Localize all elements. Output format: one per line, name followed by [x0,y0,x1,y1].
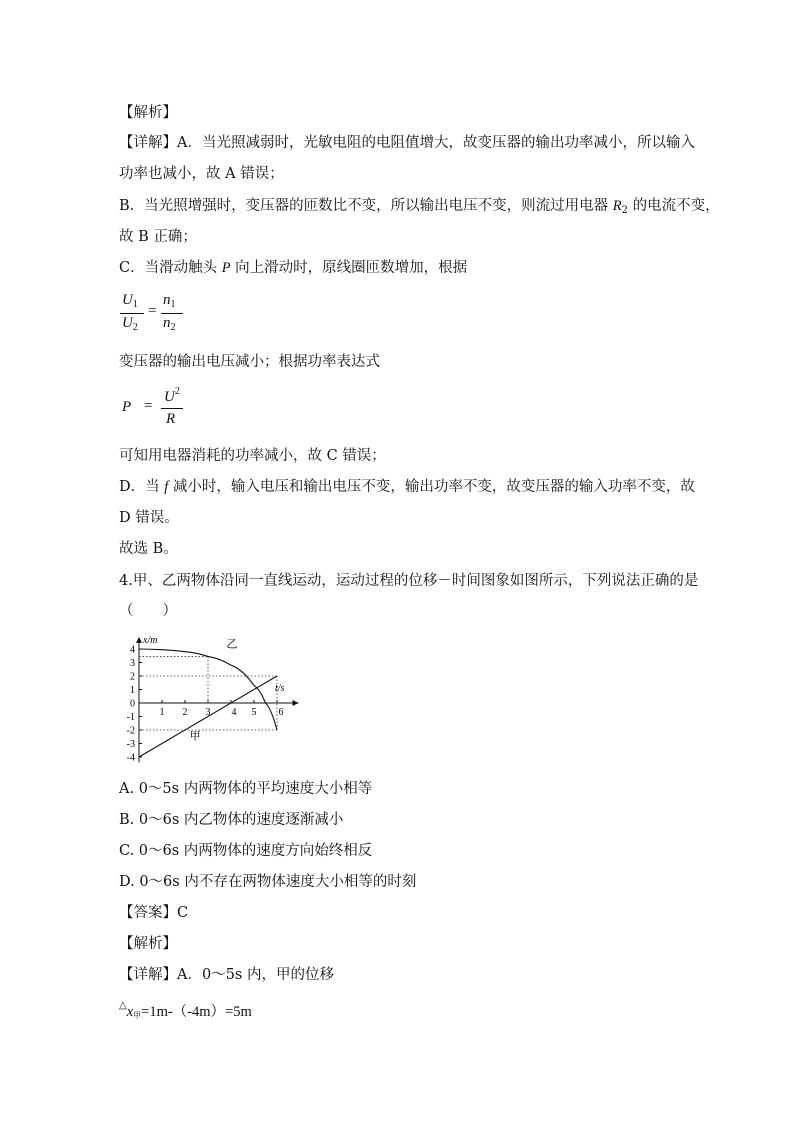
option-d-text-a: D．当 [119,479,165,495]
eq-subscript: 甲 [133,1011,142,1020]
symbol-f: f [164,479,169,495]
option-c-text-b: 向上滑动时，原线圈匝数增加，根据 [230,260,468,276]
option-d-explanation-line2: D 错误。 [119,510,179,526]
formula-p: P [122,399,132,415]
option-a-explanation-line2: 功率也减小，故 A 错误； [119,166,284,182]
formula-n1: $n_1$ [163,292,176,310]
option-c-explanation-line1 [119,258,467,278]
y-tick-label: -4 [126,752,135,764]
power-formula [120,386,200,432]
option-a-text: A．当光照减弱时，光敏电阻的电阻值增大，故变压器的输出功率减小，所以输入 [177,135,695,151]
detail-label: 【详解】 [119,135,177,151]
fraction-bar [161,408,183,409]
fraction-bar [120,313,144,314]
x-axis-arrow [293,700,299,706]
y-tick-label: 1 [130,685,135,696]
answer-line: 【答案】C [119,905,189,921]
eq-x: x [126,1004,134,1020]
formula-n2: $n_2$ [163,315,176,333]
x-tick-label: 6 [278,707,284,718]
option-b-explanation-line1 [119,196,720,221]
symbol-r: R [612,198,622,214]
y-tick-label: 2 [130,671,135,683]
y-axis-arrow [136,637,142,643]
x-tick-label: 3 [205,707,211,718]
formula-r: R [166,411,176,427]
y-tick-label: -3 [126,739,135,750]
symbol-p: P [221,260,231,276]
x-tick-label: 2 [182,707,188,718]
option-c-text-a: C．当滑动触头 [119,260,222,276]
option-c-explanation-line3: 可知用电器消耗的功率减小，故 C 错误； [119,448,386,464]
displacement-equation [119,996,252,1026]
option-d: D. 0～6s 内不存在两物体速度大小相等的时刻 [119,874,417,890]
question-4-stem-line2: （ ） [119,603,177,619]
y-tick-label: -2 [126,725,135,737]
y-tick-label: 3 [130,658,135,669]
formula-equals: = [148,303,157,319]
y-tick-label: 4 [130,644,135,656]
x-tick-label: 4 [231,707,237,718]
option-b-text-b: 的电流不变， [628,198,720,214]
delta-symbol: △ [119,1000,127,1011]
analysis-heading: 【解析】 [119,105,177,121]
y-axis-label: x/m [143,634,158,646]
formula-u1: $U_1$ [122,292,138,310]
y-tick-label: 0 [130,698,135,710]
choice-conclusion: 故选 B。 [119,541,178,557]
eq-rest: =1m-（-4m）=5m [141,1004,252,1020]
series-jia-label: 甲 [189,730,201,743]
option-d-explanation-line1 [119,477,695,497]
option-b: B. 0～6s 内乙物体的速度逐渐减小 [119,812,344,828]
formula-u-squared: $U^2$ [164,386,180,405]
y-tick-label: -1 [126,712,135,723]
analysis-heading-2: 【解析】 [119,936,177,952]
option-c-explanation-line2: 变压器的输出电压减小；根据功率表达式 [119,354,380,370]
series-yi-label: 乙 [226,638,238,651]
turns-ratio-formula [120,292,200,338]
option-d-text-b: 减小时，输入电压和输出电压不变，输出功率不变，故变压器的输入功率不变，故 [168,479,695,495]
x-axis-label: t/s [275,683,285,694]
x-tick-label: 1 [159,707,165,718]
formula-u2: $U_2$ [122,315,138,333]
option-b-explanation-line2: 故 B 正确； [119,229,197,245]
option-a-explanation-line1 [119,133,695,153]
option-a: A. 0～5s 内两物体的平均速度大小相等 [119,781,373,797]
fraction-bar [161,313,183,314]
option-b-text-a: B．当光照增强时，变压器的匝数比不变，所以输出电压不变，则流过用电器 [119,198,613,214]
symbol-r-subscript: 2 [621,205,628,216]
x-tick-label: 5 [251,707,257,718]
detail-a-line: 【详解】A．0～5s 内，甲的位移 [119,967,334,983]
option-c: C. 0～6s 内两物体的速度方向始终相反 [119,843,373,859]
formula-equals: = [144,398,153,414]
position-time-chart [119,630,319,770]
question-4-stem-line1: 4.甲、乙两物体沿同一直线运动，运动过程的位移－时间图象如图所示，下列说法正确的是 [119,573,699,589]
